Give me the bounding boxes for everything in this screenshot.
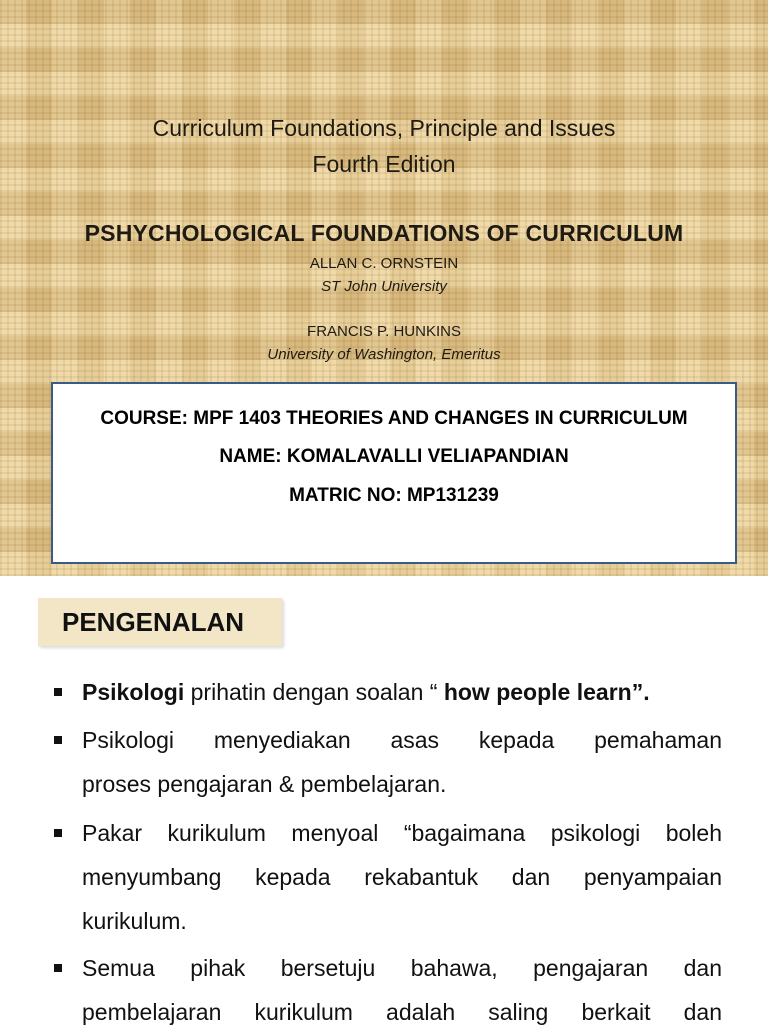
book-title-line1: Curriculum Foundations, Principle and Issues: [152, 115, 616, 141]
bullet-3-line-3: kurikulum.: [82, 908, 187, 934]
student-name-line: NAME: KOMALAVALLI VELIAPANDIAN: [219, 446, 569, 467]
author-affiliation-1: ST John University: [321, 278, 447, 295]
bullet-1-bold-term: Psikologi: [82, 679, 185, 705]
author-name-1: ALLAN C. ORNSTEIN: [309, 255, 459, 272]
bullet-item-2: [82, 718, 722, 806]
bullet-square-icon: [54, 829, 62, 837]
bullet-item-1: [82, 670, 722, 714]
book-title-line2: Fourth Edition: [312, 151, 456, 177]
main-title: PSHYCHOLOGICAL FOUNDATIONS OF CURRICULUM: [84, 220, 684, 246]
section-heading-box: [38, 598, 282, 646]
bullet-square-icon: [54, 736, 62, 744]
bullet-1-bold-phrase: how people learn”.: [443, 679, 650, 705]
bullet-4-line-1: Semua pihak bersetuju bahawa, pengajaran dan: [82, 955, 722, 981]
book-title: [0, 110, 768, 182]
section-heading: PENGENALAN: [62, 607, 245, 637]
author-affiliation-2: University of Washington, Emeritus: [267, 346, 501, 363]
bullet-item-4: [82, 946, 722, 1034]
bullet-square-icon: [54, 688, 62, 696]
course-info-box: [51, 382, 737, 564]
bullet-1-text: prihatin dengan soalan “: [184, 679, 444, 705]
bullet-3-line-1: Pakar kurikulum menyoal “bagaimana psikologi boleh: [82, 820, 722, 846]
bullet-3-line-2: menyumbang kepada rekabantuk dan penyampaian: [82, 864, 722, 890]
bullet-2-line-1: Psikologi menyediakan asas kepada pemahaman: [82, 727, 722, 753]
bullet-2-line-2: proses pengajaran & pembelajaran.: [82, 771, 447, 797]
matric-number-line: MATRIC NO: MP131239: [289, 485, 499, 506]
bullet-square-icon: [54, 964, 62, 972]
bullet-item-3: [82, 811, 722, 943]
course-line: COURSE: MPF 1403 THEORIES AND CHANGES IN CURRICULUM: [100, 408, 688, 429]
bullet-4-line-2: pembelajaran kurikulum adalah saling berkait dan: [82, 999, 722, 1025]
author-name-2: FRANCIS P. HUNKINS: [307, 323, 461, 340]
